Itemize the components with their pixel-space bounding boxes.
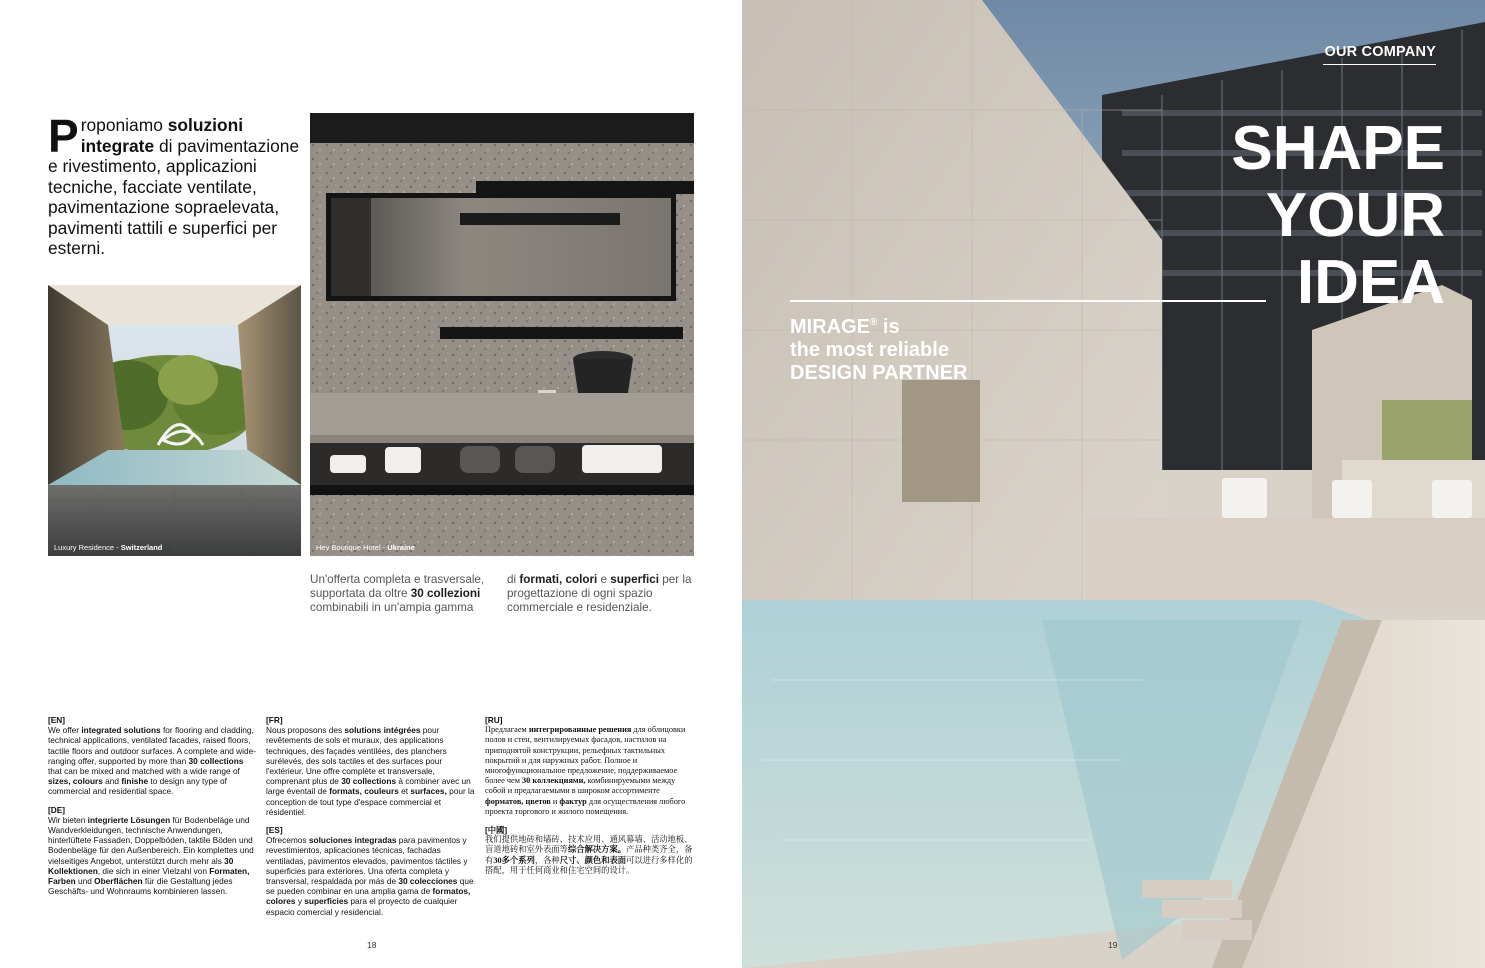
intro-paragraph: Proponiamo soluzioni integrate di pavimentazione e rivestimento, applicazioni tecniche, facciate ventilate, pavimentazione sopraelevata, pavimenti tattili e superfici per esterni. [48, 110, 300, 258]
tagline-line-2: the most reliable [790, 339, 949, 361]
divider-rule [790, 300, 1266, 302]
page-number-left: 18 [367, 940, 377, 950]
section-label: OUR COMPANY [1323, 44, 1437, 65]
photo-luxury-residence [48, 285, 301, 556]
lang-block-ru: [RU] Предлагаем интегрированные решения для облицовки полов и стен, вентилируемых фасадов, настилов на приподнятой конструкции, рельефных тактильных покрытий и для наружных работ. Полное и многофункциональное предложение, поддерживаемое более чем 30 коллекциями, комбинируемыми между собой и предлагаемыми в широком ассортименте форматов, цветов и фактур для осуществления любого проекта торгового и жилого помещения. [485, 715, 686, 816]
tagline-line-1: MIRAGE® is [790, 316, 900, 338]
residence-caption: Luxury Residence - Switzerland [54, 543, 163, 552]
lang-block-en: [EN] We offer integrated solutions for flooring and cladding, technical applications, ventilated facades, raised floors, tactile floors and outdoor surfaces. A complete and wide-ranging offer, supported by more than 30 collections that can be mixed and matched with a wide range of sizes, colours and finishe to design any type of commercial and residential space. [48, 715, 257, 797]
lang-column-1 [48, 715, 258, 904]
headline-line-2: YOUR [1265, 181, 1445, 250]
headline-line-3: IDEA [1296, 248, 1445, 317]
lang-column-3 [485, 715, 695, 884]
lang-block-fr: [FR] Nous proposons des solutions intégrées pour revêtements de sols et muraux, des applications techniques, des façades ventilées, des planchers surélevés, des sols tactiles et des surfaces pour l'extérieur. Une offre complète et transversale, comprenant plus de 30 collections à combiner avec un large éventail de formats, couleurs et surfaces, pour la conception de tout type d'espace commercial et résidentiel. [266, 715, 475, 817]
lang-block-de: [DE] Wir bieten integrierte Lösungen für Bodenbeläge und Wandverkleidungen, technische Anwendungen, hinterlüftete Fassaden, Doppelböden, taktile Böden und Bodenbeläge für den Außenbereich. Ein komplettes und vielseitiges Angebot, unterstützt durch mehr als 30 Kollektionen, die sich in einer Vielzahl von Formaten, Farben und Oberflächen für die Gestaltung jedes Geschäfts- und Wohnraums kombinieren lassen. [48, 804, 254, 897]
left-page [0, 0, 742, 968]
right-page [742, 0, 1485, 968]
tagline [790, 311, 1050, 385]
headline-line-1: SHAPE [1231, 114, 1445, 183]
page-number-right: 19 [1108, 940, 1118, 950]
drop-cap: P [48, 110, 79, 162]
lang-block-es: [ES] Ofrecemos soluciones integradas para pavimentos y revestimientos, aplicaciones técnicas, fachadas ventiladas, pavimentos elevados, pavimentos táctiles y superficies para exteriores. Una oferta completa y transversal, respaldada por más de 30 colecciones que se pueden combinar en una amplia gama de formatos, colores y superficies para el proyecto de cualquier espacio comercial y residencial. [266, 825, 474, 917]
headline [1145, 115, 1445, 316]
offer-text-col-2: di formati, colori e superfici per la progettazione di ogni spazio commerciale e residenziale. [507, 573, 692, 615]
tagline-line-3: DESIGN PARTNER [790, 362, 968, 384]
offer-text-col-1: Un'offerta completa e trasversale, supportata da oltre 30 collezioni combinabili in un'ampia gamma [310, 573, 485, 615]
hotel-illustration [310, 113, 694, 556]
hotel-caption: Hey Boutique Hotel - Ukraine [316, 543, 415, 552]
lang-block-zh: [中國] 我们提供地砖和墙砖、技术应用、通风幕墙、活动地板、盲道地砖和室外表面等综合解决方案。产品种类齐全，备有30多个系列，各种尺寸、颜色和表面可以进行多样化的搭配，用于任何商业和住宅空间的设计。 [485, 825, 693, 875]
residence-illustration [48, 285, 301, 556]
photo-boutique-hotel [310, 113, 694, 556]
lang-column-2 [266, 715, 476, 925]
